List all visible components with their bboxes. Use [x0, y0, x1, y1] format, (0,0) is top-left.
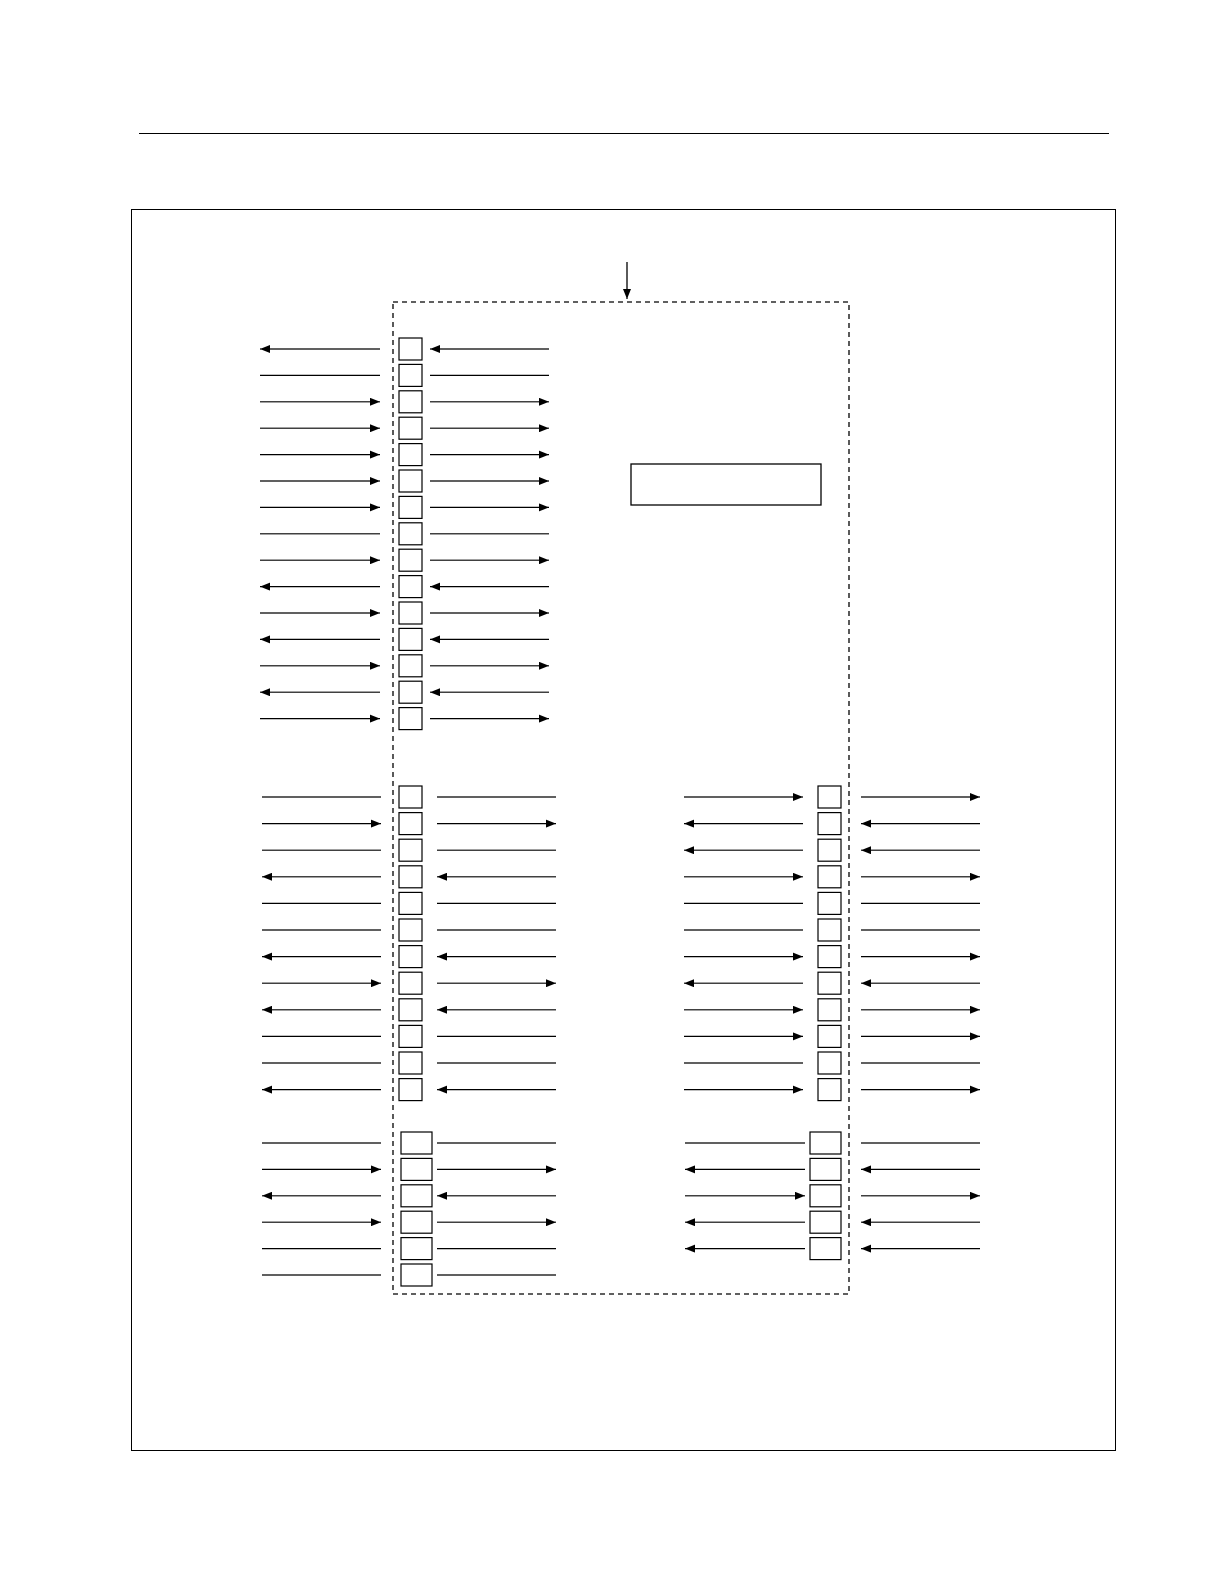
pin-box: [818, 946, 841, 968]
pin-box: [818, 1052, 841, 1074]
pin-box: [399, 892, 422, 914]
pin-box: [399, 391, 422, 413]
pin-box: [810, 1132, 841, 1154]
pin-box: [399, 444, 422, 466]
pin-box: [818, 1079, 841, 1101]
pin-box: [399, 839, 422, 861]
pin-box: [399, 470, 422, 492]
pin-box: [399, 417, 422, 439]
pin-box: [401, 1158, 432, 1180]
pin-box: [399, 919, 422, 941]
pin-box: [818, 1025, 841, 1047]
pin-box: [401, 1185, 432, 1207]
pin-box: [401, 1211, 432, 1233]
pin-box: [399, 549, 422, 571]
pin-box: [818, 999, 841, 1021]
pin-box: [818, 919, 841, 941]
pin-box: [818, 813, 841, 835]
chip-outline: [393, 302, 849, 1294]
pin-box: [399, 1025, 422, 1047]
pin-box: [399, 1079, 422, 1101]
pin-box: [401, 1264, 432, 1286]
pin-box: [401, 1238, 432, 1260]
pin-box: [399, 523, 422, 545]
pin-box: [399, 786, 422, 808]
pin-box: [810, 1158, 841, 1180]
pin-box: [399, 866, 422, 888]
pin-box: [399, 628, 422, 650]
pin-box: [810, 1211, 841, 1233]
pin-box: [399, 681, 422, 703]
pin-box: [399, 708, 422, 730]
pin-box: [399, 364, 422, 386]
pin-box: [399, 496, 422, 518]
pin-box: [818, 892, 841, 914]
pin-box: [399, 576, 422, 598]
internal-block: [631, 464, 821, 505]
pin-box: [810, 1238, 841, 1260]
pin-box: [399, 999, 422, 1021]
pin-box: [399, 602, 422, 624]
pin-box: [399, 338, 422, 360]
pin-box: [399, 813, 422, 835]
pin-box: [399, 655, 422, 677]
pin-box: [818, 866, 841, 888]
pin-box: [818, 972, 841, 994]
pin-box: [818, 839, 841, 861]
pin-box: [399, 1052, 422, 1074]
pin-box: [818, 786, 841, 808]
pin-box: [399, 972, 422, 994]
pin-box: [399, 946, 422, 968]
pin-box: [401, 1132, 432, 1154]
pin-box: [810, 1185, 841, 1207]
